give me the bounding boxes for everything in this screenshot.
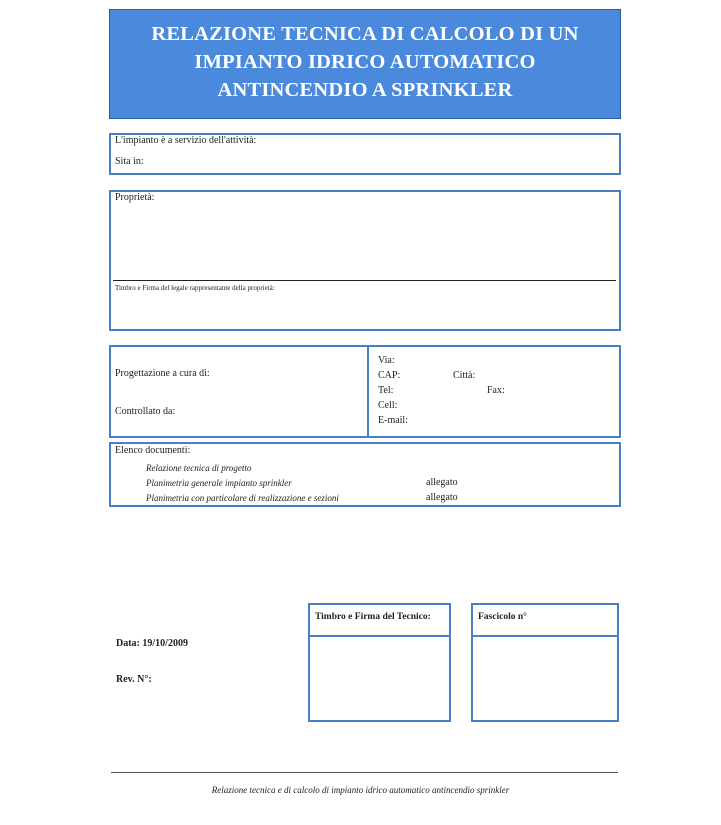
signature-line bbox=[113, 280, 616, 281]
documents-label: Elenco documenti: bbox=[115, 445, 191, 456]
document-status: allegato bbox=[426, 492, 458, 503]
tel-label: Tel: bbox=[378, 385, 394, 396]
title-line-3: ANTINCENDIO A SPRINKLER bbox=[217, 79, 513, 101]
document-status: allegato bbox=[426, 477, 458, 488]
file-number-title: Fascicolo n° bbox=[478, 612, 527, 622]
document-item: Planimetria con particolare di realizzazione e sezioni bbox=[146, 493, 339, 503]
email-label: E-mail: bbox=[378, 415, 408, 426]
title-line-1: RELAZIONE TECNICA DI CALCOLO DI UN bbox=[151, 23, 579, 45]
cap-label: CAP: bbox=[378, 370, 401, 381]
city-label: Città: bbox=[453, 370, 476, 381]
file-number-divider bbox=[471, 635, 619, 637]
date-label: Data: 19/10/2009 bbox=[116, 638, 188, 649]
service-label: L'impianto è a servizio dell'attività: bbox=[115, 135, 257, 146]
design-box bbox=[109, 345, 621, 438]
site-label: Sita in: bbox=[115, 156, 144, 167]
technician-stamp-divider bbox=[308, 635, 451, 637]
property-stamp-label: Timbro e Firma del legale rappresentante della proprietà: bbox=[115, 284, 275, 292]
property-box bbox=[109, 190, 621, 331]
revision-label: Rev. N°: bbox=[116, 674, 152, 685]
street-label: Via: bbox=[378, 355, 395, 366]
document-title bbox=[109, 9, 621, 119]
cell-label: Cell: bbox=[378, 400, 398, 411]
property-label: Proprietà: bbox=[115, 192, 155, 203]
fax-label: Fax: bbox=[487, 385, 505, 396]
title-line-2: IMPIANTO IDRICO AUTOMATICO bbox=[194, 51, 536, 73]
design-divider bbox=[367, 345, 369, 438]
document-item: Planimetria generale impianto sprinkler bbox=[146, 478, 292, 488]
technician-stamp-title: Timbro e Firma del Tecnico: bbox=[315, 612, 431, 622]
document-item: Relazione tecnica di progetto bbox=[146, 463, 252, 473]
designed-by-label: Progettazione a cura di: bbox=[115, 368, 210, 379]
footer-rule bbox=[111, 772, 618, 773]
checked-by-label: Controllato da: bbox=[115, 406, 176, 417]
page-footer-text: Relazione tecnica e di calcolo di impianto idrico automatico antincendio sprinkler bbox=[211, 785, 510, 795]
